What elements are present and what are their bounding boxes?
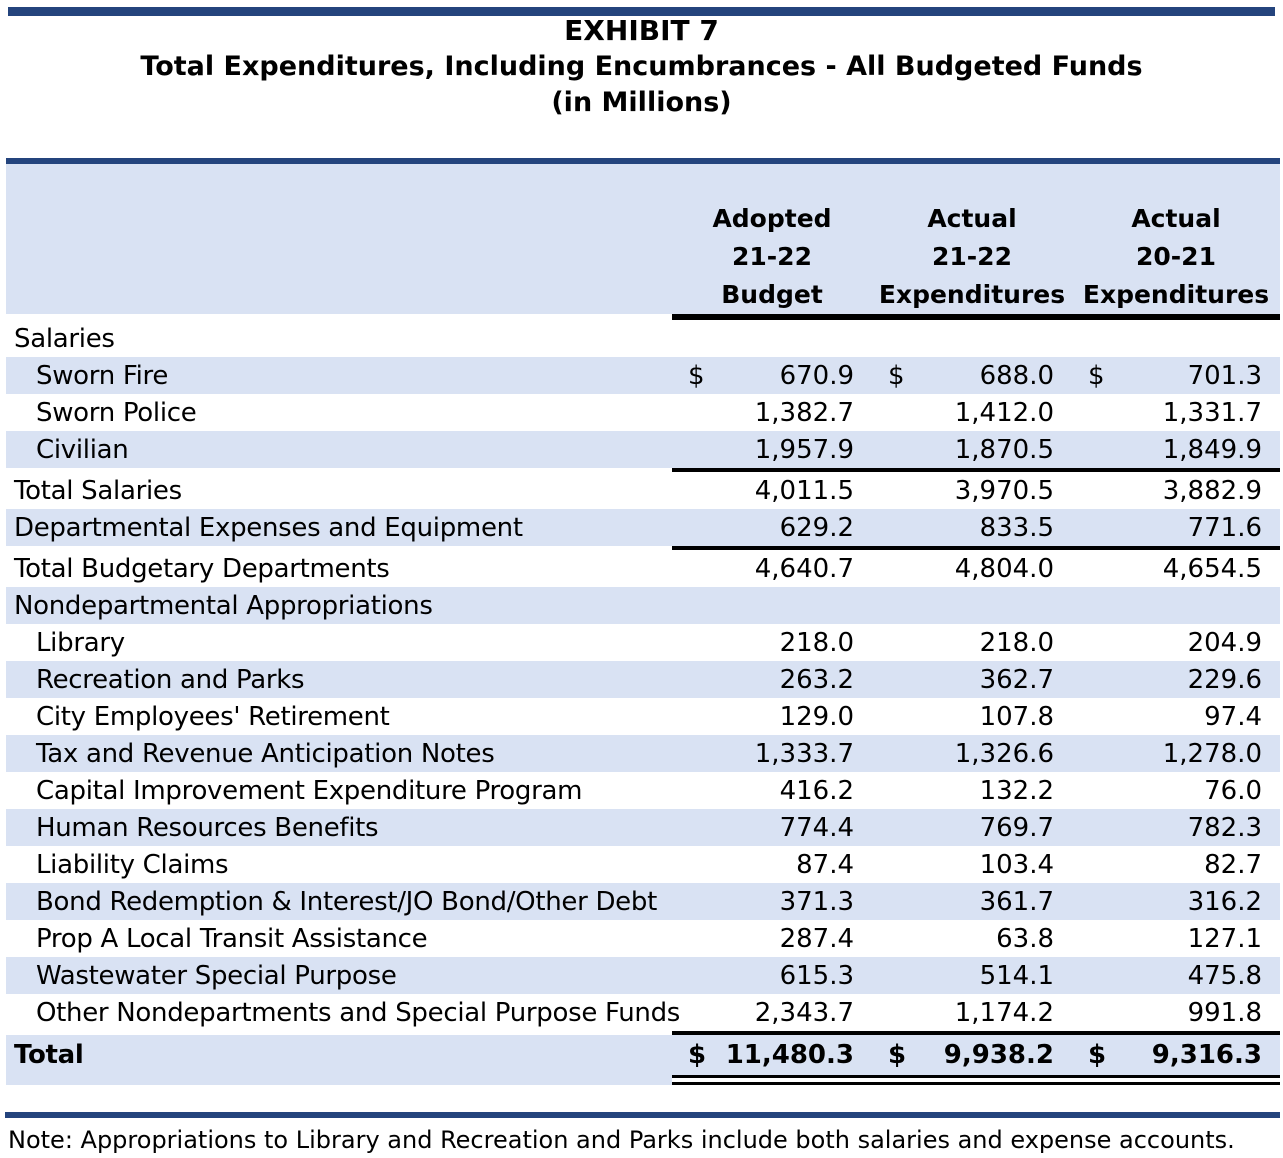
cell-value bbox=[1072, 702, 1280, 732]
cell-value bbox=[1072, 776, 1280, 806]
grand-total-double-underline-wrap bbox=[6, 1075, 1280, 1085]
table-row bbox=[6, 846, 1280, 883]
column-header-line: 21-22 bbox=[732, 242, 812, 271]
table-title: Total Expenditures, Including Encumbrances - All Budgeted Funds bbox=[140, 51, 1143, 82]
amount-text: 218.0 bbox=[779, 627, 854, 658]
row-label: Tax and Revenue Anticipation Notes bbox=[36, 738, 495, 769]
dollar-sign: $ bbox=[888, 1040, 907, 1070]
row-label: Total Budgetary Departments bbox=[14, 553, 390, 584]
expenditures-table bbox=[6, 158, 1280, 1085]
amount-text: 1,957.9 bbox=[754, 434, 854, 465]
cell-value bbox=[872, 513, 1072, 543]
amount-text: 4,654.5 bbox=[1162, 553, 1262, 584]
table-row bbox=[6, 883, 1280, 920]
cell-value bbox=[1072, 1040, 1280, 1070]
amount-text: 9,316.3 bbox=[1151, 1040, 1262, 1070]
cell-value bbox=[672, 776, 872, 806]
column-header-line: Actual bbox=[1131, 204, 1221, 233]
table-row bbox=[6, 772, 1280, 809]
cell-value bbox=[1072, 628, 1280, 658]
amount-text: 103.4 bbox=[979, 849, 1054, 880]
row-label: Human Resources Benefits bbox=[36, 812, 379, 843]
amount-text: 361.7 bbox=[979, 886, 1054, 917]
amount-text: 82.7 bbox=[1204, 849, 1262, 880]
cell-value bbox=[1072, 850, 1280, 880]
dollar-sign: $ bbox=[1088, 1040, 1107, 1070]
cell-value bbox=[1072, 813, 1280, 843]
table-row bbox=[6, 587, 1280, 624]
amount-text: 1,331.7 bbox=[1162, 397, 1262, 428]
row-label: City Employees' Retirement bbox=[36, 701, 390, 732]
amount-text: 129.0 bbox=[779, 701, 854, 732]
cell-value bbox=[1072, 924, 1280, 954]
cell-value bbox=[1072, 476, 1280, 506]
column-header-line: Expenditures bbox=[1082, 280, 1270, 309]
row-label: Sworn Fire bbox=[36, 360, 169, 391]
cell-value bbox=[672, 998, 872, 1028]
column-header-line: 21-22 bbox=[932, 242, 1012, 271]
amount-text: 371.3 bbox=[779, 886, 854, 917]
cell-value bbox=[672, 739, 872, 769]
row-label: Capital Improvement Expenditure Program bbox=[36, 775, 583, 806]
row-label: Salaries bbox=[14, 323, 115, 354]
cell-value bbox=[872, 628, 1072, 658]
cell-value bbox=[1072, 361, 1280, 391]
table-row bbox=[6, 920, 1280, 957]
row-label: Nondepartmental Appropriations bbox=[14, 590, 433, 621]
cell-value bbox=[672, 702, 872, 732]
cell-value bbox=[872, 813, 1072, 843]
column-header-line: Actual bbox=[927, 204, 1017, 233]
amount-text: 629.2 bbox=[779, 512, 854, 543]
cell-value bbox=[872, 702, 1072, 732]
dollar-sign: $ bbox=[688, 360, 705, 391]
dollar-sign: $ bbox=[1088, 360, 1105, 391]
cell-value bbox=[872, 998, 1072, 1028]
table-row bbox=[6, 957, 1280, 994]
cell-value bbox=[1072, 513, 1280, 543]
row-label: Departmental Expenses and Equipment bbox=[14, 512, 523, 543]
column-header-1 bbox=[672, 164, 872, 314]
amount-text: 229.6 bbox=[1187, 664, 1262, 695]
cell-value bbox=[672, 554, 872, 584]
row-label: Library bbox=[36, 627, 125, 658]
amount-text: 1,326.6 bbox=[954, 738, 1054, 769]
cell-value bbox=[672, 813, 872, 843]
cell-value bbox=[1072, 554, 1280, 584]
cell-value bbox=[1072, 665, 1280, 695]
amount-text: 769.7 bbox=[979, 812, 1054, 843]
amount-text: 514.1 bbox=[979, 960, 1054, 991]
row-label: Recreation and Parks bbox=[36, 664, 305, 695]
table-row bbox=[6, 624, 1280, 661]
cell-value bbox=[1072, 998, 1280, 1028]
table-row bbox=[6, 431, 1280, 468]
table-row bbox=[6, 357, 1280, 394]
row-label: Liability Claims bbox=[36, 849, 229, 880]
table-row bbox=[6, 550, 1280, 587]
column-header-2 bbox=[872, 164, 1072, 314]
amount-text: 475.8 bbox=[1187, 960, 1262, 991]
cell-value bbox=[672, 361, 872, 391]
cell-value bbox=[872, 361, 1072, 391]
amount-text: 1,382.7 bbox=[754, 397, 854, 428]
cell-value bbox=[672, 924, 872, 954]
row-label: Bond Redemption & Interest/JO Bond/Other Debt bbox=[36, 886, 657, 917]
cell-value bbox=[672, 665, 872, 695]
amount-text: 4,804.0 bbox=[954, 553, 1054, 584]
amount-text: 1,174.2 bbox=[954, 997, 1054, 1028]
amount-text: 9,938.2 bbox=[943, 1040, 1054, 1070]
column-header-line: 20-21 bbox=[1136, 242, 1216, 271]
column-header-line: Adopted bbox=[712, 204, 832, 233]
cell-value bbox=[1072, 887, 1280, 917]
table-row bbox=[6, 320, 1280, 357]
amount-text: 316.2 bbox=[1187, 886, 1262, 917]
table-row bbox=[6, 472, 1280, 509]
dollar-sign: $ bbox=[688, 1040, 707, 1070]
cell-value bbox=[672, 628, 872, 658]
column-header-line: Expenditures bbox=[878, 280, 1066, 309]
bottom-rule bbox=[5, 1112, 1280, 1118]
amount-text: 833.5 bbox=[979, 512, 1054, 543]
cell-value bbox=[872, 776, 1072, 806]
amount-text: 87.4 bbox=[796, 849, 854, 880]
row-label: Other Nondepartments and Special Purpose Funds bbox=[36, 997, 681, 1028]
table-row bbox=[6, 394, 1280, 431]
amount-text: 2,343.7 bbox=[754, 997, 854, 1028]
amount-text: 688.0 bbox=[979, 360, 1054, 391]
amount-text: 1,870.5 bbox=[954, 434, 1054, 465]
row-label: Civilian bbox=[36, 434, 129, 465]
cell-value bbox=[872, 887, 1072, 917]
amount-text: 782.3 bbox=[1187, 812, 1262, 843]
table-row bbox=[6, 698, 1280, 735]
table-body bbox=[6, 320, 1280, 1035]
cell-value bbox=[672, 850, 872, 880]
cell-value bbox=[672, 513, 872, 543]
cell-value bbox=[872, 1040, 1072, 1070]
amount-text: 4,011.5 bbox=[754, 475, 854, 506]
amount-text: 1,333.7 bbox=[754, 738, 854, 769]
cell-value bbox=[872, 398, 1072, 428]
table-row bbox=[6, 809, 1280, 846]
amount-text: 97.4 bbox=[1204, 701, 1262, 732]
column-header-line: Budget bbox=[721, 280, 823, 309]
cell-value bbox=[672, 435, 872, 465]
units-subtitle: (in Millions) bbox=[551, 87, 732, 118]
exhibit-title: EXHIBIT 7 bbox=[564, 14, 719, 47]
cell-value bbox=[1072, 961, 1280, 991]
amount-text: 132.2 bbox=[979, 775, 1054, 806]
amount-text: 670.9 bbox=[779, 360, 854, 391]
cell-value bbox=[872, 739, 1072, 769]
cell-value bbox=[1072, 398, 1280, 428]
amount-text: 991.8 bbox=[1187, 997, 1262, 1028]
amount-text: 701.3 bbox=[1187, 360, 1262, 391]
column-header-3 bbox=[1072, 164, 1280, 314]
amount-text: 615.3 bbox=[779, 960, 854, 991]
amount-text: 76.0 bbox=[1204, 775, 1262, 806]
total-row-label: Total bbox=[14, 1040, 84, 1070]
row-label: Prop A Local Transit Assistance bbox=[36, 923, 428, 954]
cell-value bbox=[1072, 739, 1280, 769]
amount-text: 1,278.0 bbox=[1162, 738, 1262, 769]
dollar-sign: $ bbox=[888, 360, 905, 391]
amount-text: 362.7 bbox=[979, 664, 1054, 695]
amount-text: 1,412.0 bbox=[954, 397, 1054, 428]
note-text: Note: Appropriations to Library and Recreation and Parks include both salaries and expense accounts. bbox=[8, 1126, 1235, 1154]
table-row bbox=[6, 509, 1280, 546]
amount-text: 204.9 bbox=[1187, 627, 1262, 658]
table-row bbox=[6, 994, 1280, 1031]
header-label-spacer bbox=[6, 164, 672, 314]
row-label: Wastewater Special Purpose bbox=[36, 960, 397, 991]
total-row bbox=[6, 1035, 1280, 1075]
cell-value bbox=[672, 961, 872, 991]
table-header bbox=[6, 164, 1280, 314]
table-row bbox=[6, 661, 1280, 698]
grand-total-double-underline bbox=[672, 1075, 1280, 1085]
amount-text: 416.2 bbox=[779, 775, 854, 806]
cell-value bbox=[672, 887, 872, 917]
table-row bbox=[6, 735, 1280, 772]
cell-value bbox=[872, 961, 1072, 991]
cell-value bbox=[1072, 435, 1280, 465]
title-block bbox=[0, 13, 1283, 121]
amount-text: 287.4 bbox=[779, 923, 854, 954]
cell-value bbox=[872, 665, 1072, 695]
amount-text: 774.4 bbox=[779, 812, 854, 843]
cell-value bbox=[872, 850, 1072, 880]
cell-value bbox=[872, 435, 1072, 465]
cell-value bbox=[672, 476, 872, 506]
cell-value bbox=[872, 476, 1072, 506]
amount-text: 771.6 bbox=[1187, 512, 1262, 543]
amount-text: 63.8 bbox=[996, 923, 1054, 954]
row-label: Sworn Police bbox=[36, 397, 197, 428]
amount-text: 127.1 bbox=[1187, 923, 1262, 954]
cell-value bbox=[672, 398, 872, 428]
cell-value bbox=[872, 554, 1072, 584]
amount-text: 4,640.7 bbox=[754, 553, 854, 584]
amount-text: 11,480.3 bbox=[725, 1040, 854, 1070]
amount-text: 1,849.9 bbox=[1162, 434, 1262, 465]
amount-text: 3,970.5 bbox=[954, 475, 1054, 506]
amount-text: 218.0 bbox=[979, 627, 1054, 658]
amount-text: 107.8 bbox=[979, 701, 1054, 732]
amount-text: 3,882.9 bbox=[1162, 475, 1262, 506]
row-label: Total Salaries bbox=[14, 475, 182, 506]
cell-value bbox=[672, 1040, 872, 1070]
amount-text: 263.2 bbox=[779, 664, 854, 695]
cell-value bbox=[872, 924, 1072, 954]
